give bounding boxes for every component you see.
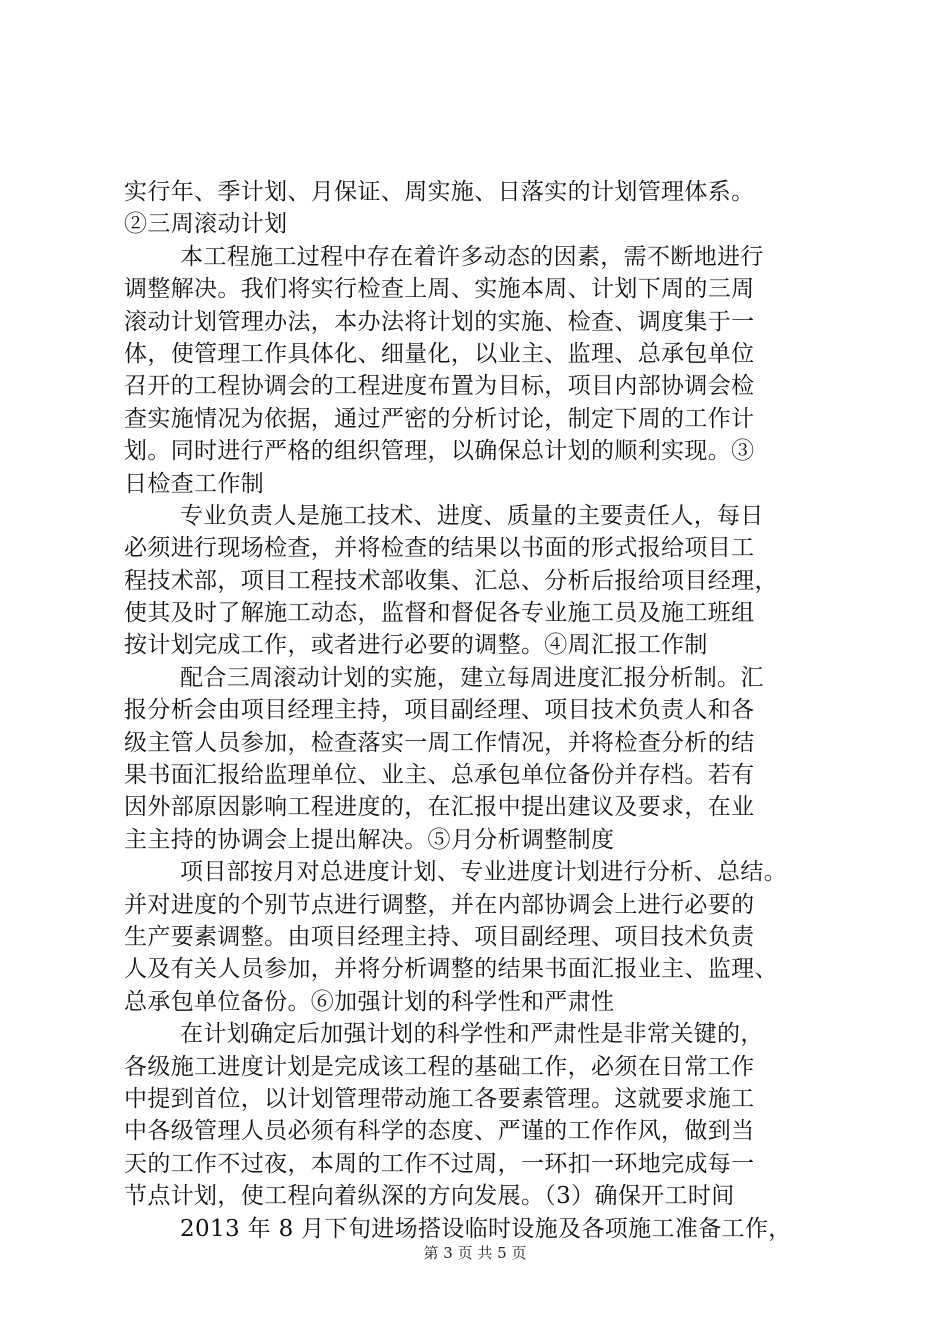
section-heading: ②三周滚动计划: [124, 211, 288, 238]
text-line: 调整解决。我们将实行检查上周、实施本周、计划下周的三周: [124, 276, 755, 303]
section-heading: 日检查工作制: [124, 470, 265, 497]
paragraph-first-line: 专业负责人是施工技术、进度、质量的主要责任人，每日: [180, 502, 764, 529]
text-line: 中提到首位，以计划管理带动施工各要素管理。这就要求施工: [124, 1085, 755, 1112]
text-line: 果书面汇报给监理单位、业主、总承包单位备份并存档。若有: [124, 762, 755, 789]
text-line: 使其及时了解施工动态，监督和督促各专业施工员及施工班组: [124, 600, 755, 627]
text-line: 滚动计划管理办法，本办法将计划的实施、检查、调度集于一: [124, 308, 755, 335]
text-line: 按计划完成工作，或者进行必要的调整。④周汇报工作制: [124, 632, 708, 659]
text-line: 总承包单位备份。⑥加强计划的科学性和严肃性: [124, 988, 615, 1015]
text-line: 级主管人员参加，检查落实一周工作情况，并将检查分析的结: [124, 729, 755, 756]
text-line: 天的工作不过夜，本周的工作不过周，一环扣一环地完成每一: [124, 1150, 755, 1177]
text-line: 主主持的协调会上提出解决。⑤月分析调整制度: [124, 826, 615, 853]
text-line: 查实施情况为依据，通过严密的分析讨论，制定下周的工作计: [124, 405, 755, 432]
text-line: 实行年、季计划、月保证、周实施、日落实的计划管理体系。: [124, 179, 755, 205]
text-line: 体，使管理工作具体化、细量化，以业主、监理、总承包单位: [124, 340, 755, 367]
paragraph-first-line: 在计划确定后加强计划的科学性和严肃性是非常关键的，: [180, 1021, 764, 1048]
text-line: 并对进度的个别节点进行调整，并在内部协调会上进行必要的: [124, 891, 755, 918]
text-line: 节点计划，使工程向着纵深的方向发展。（3）确保开工时间: [124, 1183, 735, 1210]
body-text: [124, 176, 836, 1245]
text-line: 生产要素调整。由项目经理主持、项目副经理、项目技术负责: [124, 923, 755, 950]
text-line: 必须进行现场检查，并将检查的结果以书面的形式报给项目工: [124, 535, 755, 562]
text-line: 程技术部，项目工程技术部收集、汇总、分析后报给项目经理，: [124, 567, 778, 594]
paragraph-first-line: 2013 年 8 月下旬进场搭设临时设施及各项施工准备工作，: [180, 1215, 792, 1242]
paragraph-first-line: 本工程施工过程中存在着许多动态的因素，需不断地进行: [180, 243, 764, 270]
paragraph-first-line: 配合三周滚动计划的实施，建立每周进度汇报分析制。汇: [180, 664, 764, 691]
text-line: 中各级管理人员必须有科学的态度、严谨的工作作风，做到当: [124, 1118, 755, 1145]
page-number-footer: 第 3 页 共 5 页: [423, 1244, 527, 1262]
text-line: 各级施工进度计划是完成该工程的基础工作，必须在日常工作: [124, 1053, 755, 1080]
text-line: 划。同时进行严格的组织管理，以确保总计划的顺利实现。③: [124, 438, 755, 465]
text-line: 召开的工程协调会的工程进度布置为目标，项目内部协调会检: [124, 373, 755, 400]
text-line: 因外部原因影响工程进度的，在汇报中提出建议及要求，在业: [124, 794, 755, 821]
text-line: 人及有关人员参加，并将分析调整的结果书面汇报业主、监理、: [124, 956, 778, 983]
text-line: 报分析会由项目经理主持，项目副经理、项目技术负责人和各: [124, 697, 755, 724]
paragraph-first-line: 项目部按月对总进度计划、专业进度计划进行分析、总结。: [180, 859, 788, 886]
